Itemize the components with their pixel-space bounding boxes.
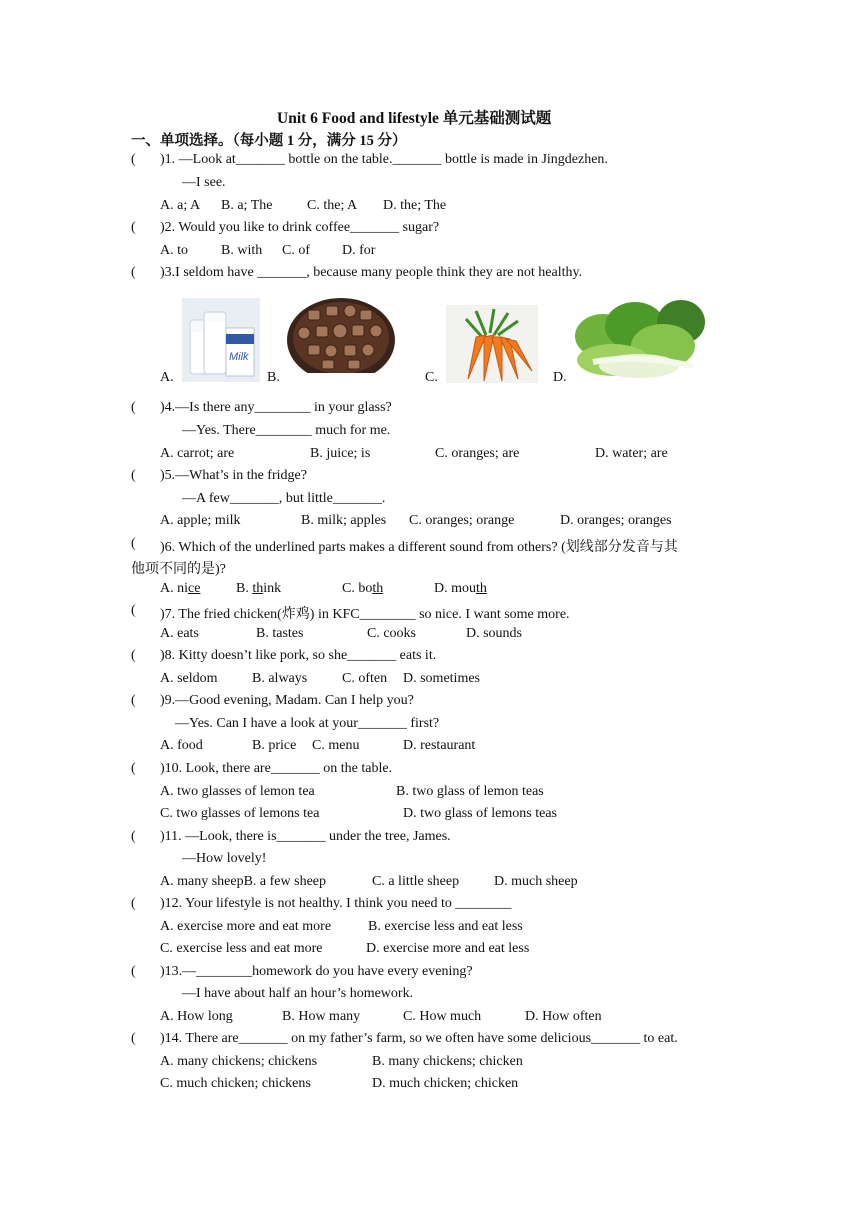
underlined-part: th	[372, 581, 384, 596]
answer-bracket: (	[131, 220, 136, 235]
option-d: D. sometimes	[403, 671, 480, 686]
question-1-stem: )1. —Look at_______ bottle on the table._______ bottle is made in Jingdezhen.	[160, 152, 608, 167]
underlined-part: ce	[188, 581, 201, 596]
option-c: C. often	[342, 671, 388, 686]
answer-bracket: (	[131, 648, 136, 663]
option-b: B. tastes	[256, 626, 304, 641]
question-7-stem: )7. The fried chicken(炸鸡) in KFC________ so nice. I want some more.	[160, 607, 570, 622]
question-2-stem: )2. Would you like to drink coffee_______ sugar?	[160, 220, 440, 235]
question-3-stem: )3.I seldom have _______, because many people think they are not healthy.	[160, 265, 583, 280]
underlined-part: th	[476, 581, 487, 596]
option-d-label: D.	[553, 370, 567, 385]
page-title: Unit 6 Food and lifestyle 单元基础测试题	[277, 110, 552, 127]
option-c: C. two glasses of lemons tea	[160, 806, 320, 821]
option-a: A. seldom	[160, 671, 218, 686]
option-a: A. a; A	[160, 198, 201, 213]
option-c: C. How much	[403, 1009, 482, 1024]
option-c: C. both	[342, 581, 384, 596]
option-d: D. oranges; oranges	[560, 513, 672, 528]
underlined-part: th	[252, 581, 264, 596]
svg-text:Milk: Milk	[229, 351, 249, 363]
question-11-stem: )11. —Look, there is_______ under the tree, James.	[160, 829, 451, 844]
question-9-stem: )9.—Good evening, Madam. Can I help you?	[160, 693, 414, 708]
question-8-stem: )8. Kitty doesn’t like pork, so she_______ eats it.	[160, 648, 437, 663]
answer-bracket: (	[131, 265, 136, 280]
question-13-line2: —I have about half an hour’s homework.	[182, 986, 414, 1001]
option-b: B. many chickens; chicken	[372, 1054, 523, 1069]
question-4-line2: —Yes. There________ much for me.	[182, 423, 391, 438]
question-12-stem: )12. Your lifestyle is not healthy. I think you need to ________	[160, 896, 512, 911]
question-9-line2: —Yes. Can I have a look at your_______ first?	[175, 716, 440, 731]
answer-bracket: (	[131, 1031, 136, 1046]
option-a-label: A.	[160, 370, 174, 385]
option-b: B. always	[252, 671, 308, 686]
option-a: A. eats	[160, 626, 199, 641]
option-c: C. cooks	[367, 626, 416, 641]
option-a: A. to	[160, 243, 188, 258]
option-b: B. price	[252, 738, 297, 753]
answer-bracket: (	[131, 693, 136, 708]
option-a: A. nice	[160, 581, 201, 596]
option-b: B. a; The	[221, 198, 273, 213]
option-d: D. exercise more and eat less	[366, 941, 530, 956]
option-d: D. water; are	[595, 446, 668, 461]
answer-bracket: (	[131, 468, 136, 483]
answer-bracket: (	[131, 761, 136, 776]
option-b: B. milk; apples	[301, 513, 387, 528]
option-a: A. exercise more and eat more	[160, 919, 332, 934]
carrots-image	[446, 305, 538, 383]
question-13-stem: )13.—________homework do you have every evening?	[160, 964, 473, 979]
option-d: D. restaurant	[403, 738, 476, 753]
option-a: A. two glasses of lemon tea	[160, 784, 315, 799]
question-5-stem: )5.—What’s in the fridge?	[160, 468, 307, 483]
option-d: D. sounds	[466, 626, 523, 641]
answer-bracket: (	[131, 964, 136, 979]
option-b: B. juice; is	[310, 446, 371, 461]
option-c: C. much chicken; chickens	[160, 1076, 311, 1091]
option-b: B. How many	[282, 1009, 361, 1024]
answer-bracket: (	[131, 829, 136, 844]
question-14-stem: )14. There are_______ on my father’s farm, so we often have some delicious_______ to eat.	[160, 1031, 678, 1046]
option-a: A. apple; milk	[160, 513, 241, 528]
option-a: A. carrot; are	[160, 446, 235, 461]
option-b: B. with	[221, 243, 263, 258]
chocolates-image	[286, 293, 396, 383]
question-1-line2: —I see.	[182, 175, 226, 190]
option-d: D. much chicken; chicken	[372, 1076, 519, 1091]
option-d: D. for	[342, 243, 376, 258]
option-a: A. How long	[160, 1009, 233, 1024]
option-d: D. mouth	[434, 581, 487, 596]
section-heading: 一、单项选择。（每小题 1 分，满分 15 分）	[131, 133, 407, 149]
option-a: A. many chickens; chickens	[160, 1054, 318, 1069]
option-b-label: B.	[267, 370, 280, 385]
milk-image	[182, 298, 260, 382]
option-c: C. menu	[312, 738, 360, 753]
answer-bracket: (	[131, 536, 136, 551]
option-b: B. two glass of lemon teas	[396, 784, 544, 799]
vegetables-image	[573, 296, 706, 382]
question-4-stem: )4.—Is there any________ in your glass?	[160, 400, 392, 415]
answer-bracket: (	[131, 152, 136, 167]
question-10-stem: )10. Look, there are_______ on the table.	[160, 761, 393, 776]
option-c-label: C.	[425, 370, 438, 385]
option-d: D. much sheep	[494, 874, 578, 889]
option-c: C. oranges; are	[435, 446, 520, 461]
question-6-line2: 他项不同的是)?	[131, 562, 226, 577]
option-c: C. a little sheep	[372, 874, 460, 889]
question-11-line2: —How lovely!	[182, 851, 267, 866]
option-a-b: A. many sheepB. a few sheep	[160, 874, 327, 889]
option-c: C. oranges; orange	[409, 513, 515, 528]
option-a: A. food	[160, 738, 203, 753]
question-6-stem: )6. Which of the underlined parts makes a different sound from others? (划线部分发音与其	[160, 540, 678, 555]
option-d: D. the; The	[383, 198, 447, 213]
option-b: B. think	[236, 581, 282, 596]
question-5-line2: —A few_______, but little_______.	[182, 491, 386, 506]
option-c: C. the; A	[307, 198, 358, 213]
answer-bracket: (	[131, 896, 136, 911]
option-d: D. two glass of lemons teas	[403, 806, 557, 821]
answer-bracket: (	[131, 400, 136, 415]
option-d: D. How often	[525, 1009, 602, 1024]
option-c: C. of	[282, 243, 310, 258]
answer-bracket: (	[131, 603, 136, 618]
option-b: B. exercise less and eat less	[368, 919, 523, 934]
option-c: C. exercise less and eat more	[160, 941, 323, 956]
